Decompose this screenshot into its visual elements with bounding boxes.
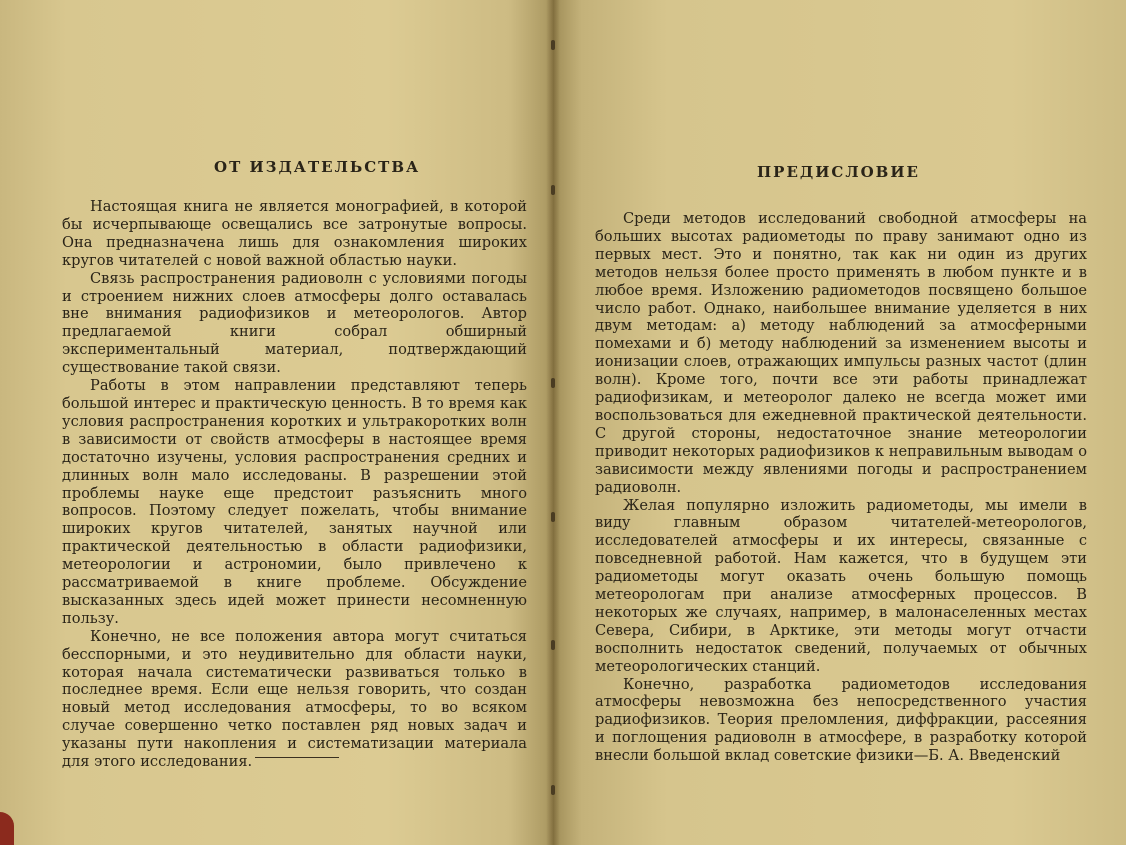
- left-page: [0, 0, 553, 845]
- binding-stitch: [551, 378, 555, 388]
- binding-stitch: [551, 640, 555, 650]
- paragraph: Желая популярно изложить радиометоды, мы имели в виду главным образом читателей-метеорологов, исследователей атмосферы и их интересы, связанные с повседневной работой. Нам кажется, что в будущем эти радиометоды могут оказать очень большую помощь метеорологам при анализе атмосферных процессов. В некоторых же случаях, например, в малонаселенных местах Севера, Сибири, в Арктике, эти методы могут отчасти восполнить недостаток сведений, получаемых от обычных метеорологических станций.: [595, 496, 1087, 675]
- paragraph: Конечно, не все положения автора могут считаться бесспорными, и это неудивительно для области науки, которая начала систематически развиваться только в последнее время. Если еще нельзя говорить, что создан новый метод исследования атмосферы, то во всяком случае совершенно четко поставлен ряд новых задач и указаны пути накопления и систематизации материала для этого исследования.: [62, 627, 527, 771]
- binding-stitch: [551, 785, 555, 795]
- cover-corner: [0, 812, 14, 845]
- paragraph: Среди методов исследований свободной атмосферы на больших высотах радиометоды по праву занимают одно из первых мест. Это и понятно, так как ни один из других методов нельзя более просто применять в любом пункте и в любое время. Изложению радиометодов посвящено большое число работ. Однако, наибольшее внимание уделяется в них двум методам: а) методу наблюдений за атмосферными помехами и б) методу наблюдений за изменением высоты и ионизации слоев, отражающих импульсы разных частот (длин волн). Кроме того, почти все эти работы принадлежат радиофизикам, и метеоролог далеко не всегда может ими воспользоваться для ежедневной практической деятельности. С другой стороны, недостаточное знание метеорологии приводит некоторых радиофизиков к неправильным выводам о зависимости между явлениями погоды и распространением радиоволн.: [595, 210, 1087, 496]
- right-page-heading: ПРЕДИСЛОВИЕ: [757, 163, 920, 181]
- left-page-heading: ОТ ИЗДАТЕЛЬСТВА: [214, 158, 421, 176]
- paragraph: Работы в этом направлении представляют теперь большой интерес и практическую ценность. В то время как условия распространения коротких и ультракоротких волн в зависимости от свойств атмосферы в настоящее время достаточно изучены, условия распространения средних и длинных волн мало исследованы. В разрешении этой проблемы науке еще предстоит разъяснить много вопросов. Поэтому следует пожелать, чтобы внимание широких кругов читателей, занятых научной или практической деятельностью в области радиофизики, метеорологии и астрономии, было привлечено к рассматриваемой в книге проблеме. Обсуждение высказанных здесь идей может принести несомненную пользу.: [62, 377, 527, 627]
- binding-stitch: [551, 185, 555, 195]
- book-gutter: [546, 0, 560, 845]
- paragraph: Конечно, разработка радиометодов исследования атмосферы невозможна без непосредственного участия радиофизиков. Теория преломления, диффракции, рассеяния и поглощения радиоволн в атмосфере, в разработку которой внесли большой вклад советские физики—Б. А. Введенский: [595, 675, 1087, 765]
- closing-rule: [255, 757, 339, 758]
- paragraph: Связь распространения радиоволн с условиями погоды и строением нижних слоев атмосферы долго оставалась вне внимания радиофизиков и метеорологов. Автор предлагаемой книги собрал обширный экспериментальный материал, подтверждающий существование такой связи.: [62, 269, 527, 377]
- right-page-text: [595, 210, 1087, 765]
- right-page: [553, 0, 1126, 845]
- binding-stitch: [551, 512, 555, 522]
- left-page-text: [62, 198, 527, 771]
- binding-stitch: [551, 40, 555, 50]
- paragraph: Настоящая книга не является монографией, в которой бы исчерпывающе освещались все затронутые вопросы. Она предназначена лишь для ознакомления широких кругов читателей с новой важной областью науки.: [62, 198, 527, 269]
